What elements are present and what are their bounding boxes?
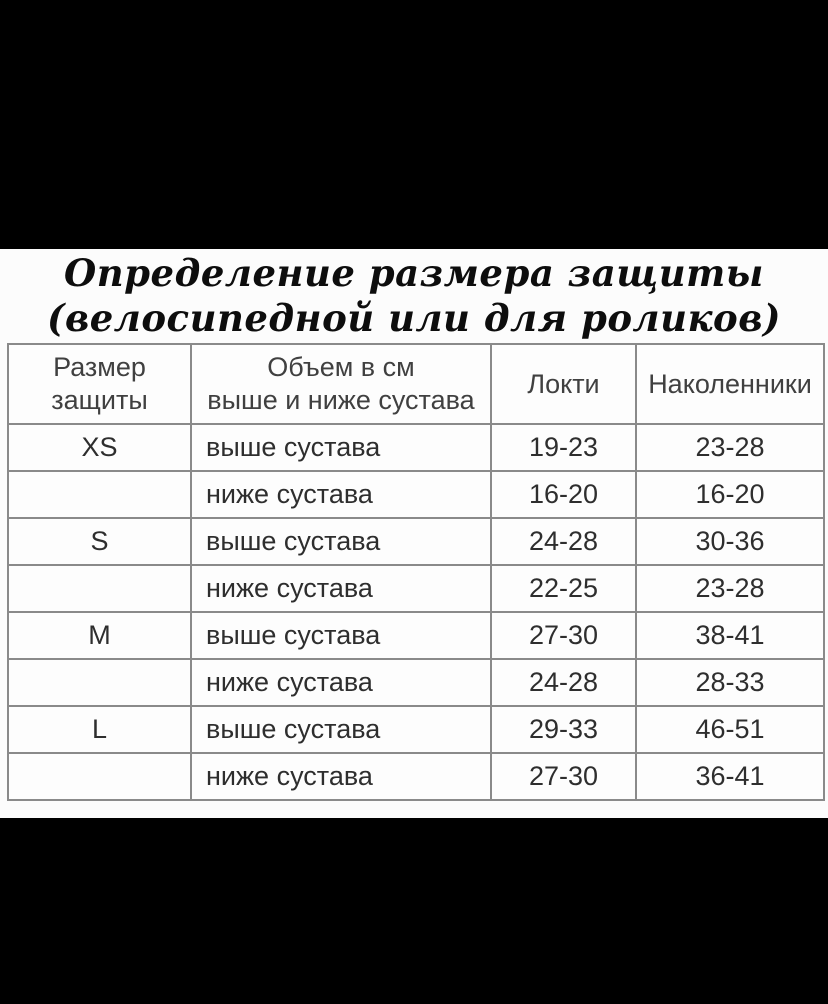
measure-cell: ниже сустава [191, 753, 491, 800]
knees-cell: 30-36 [636, 518, 824, 565]
table-row [8, 659, 824, 706]
knees-cell: 23-28 [636, 424, 824, 471]
content-panel [0, 249, 828, 818]
table-row [8, 565, 824, 612]
table-row [8, 753, 824, 800]
size-cell: L [8, 706, 191, 753]
measure-cell: выше сустава [191, 612, 491, 659]
table-row [8, 706, 824, 753]
table-row [8, 518, 824, 565]
size-cell [8, 565, 191, 612]
page-title-line2: (велосипедной или для роликов) [46, 296, 782, 340]
elbows-cell: 19-23 [491, 424, 636, 471]
knees-cell: 23-28 [636, 565, 824, 612]
table-row [8, 471, 824, 518]
measure-cell: выше сустава [191, 424, 491, 471]
table-header-row [8, 344, 824, 424]
page-title-line1: Определение размера защиты [64, 251, 764, 295]
elbows-cell: 27-30 [491, 612, 636, 659]
table-row [8, 612, 824, 659]
elbows-cell: 27-30 [491, 753, 636, 800]
elbows-cell: 22-25 [491, 565, 636, 612]
size-cell [8, 659, 191, 706]
size-cell [8, 471, 191, 518]
knees-cell: 16-20 [636, 471, 824, 518]
column-header-size: Размер защиты [8, 344, 191, 424]
elbows-cell: 24-28 [491, 659, 636, 706]
measure-cell: ниже сустава [191, 471, 491, 518]
measure-cell: выше сустава [191, 518, 491, 565]
size-cell: M [8, 612, 191, 659]
knees-cell: 36-41 [636, 753, 824, 800]
measure-cell: ниже сустава [191, 659, 491, 706]
column-header-volume: Объем в см выше и ниже сустава [191, 344, 491, 424]
size-cell: XS [8, 424, 191, 471]
knees-cell: 28-33 [636, 659, 824, 706]
size-cell [8, 753, 191, 800]
size-cell: S [8, 518, 191, 565]
table-row [8, 424, 824, 471]
column-header-knees: Наколенники [636, 344, 824, 424]
elbows-cell: 29-33 [491, 706, 636, 753]
measure-cell: ниже сустава [191, 565, 491, 612]
elbows-cell: 24-28 [491, 518, 636, 565]
elbows-cell: 16-20 [491, 471, 636, 518]
knees-cell: 38-41 [636, 612, 824, 659]
page-title [0, 251, 828, 341]
size-chart-table [7, 343, 825, 801]
column-header-elbows: Локти [491, 344, 636, 424]
knees-cell: 46-51 [636, 706, 824, 753]
measure-cell: выше сустава [191, 706, 491, 753]
